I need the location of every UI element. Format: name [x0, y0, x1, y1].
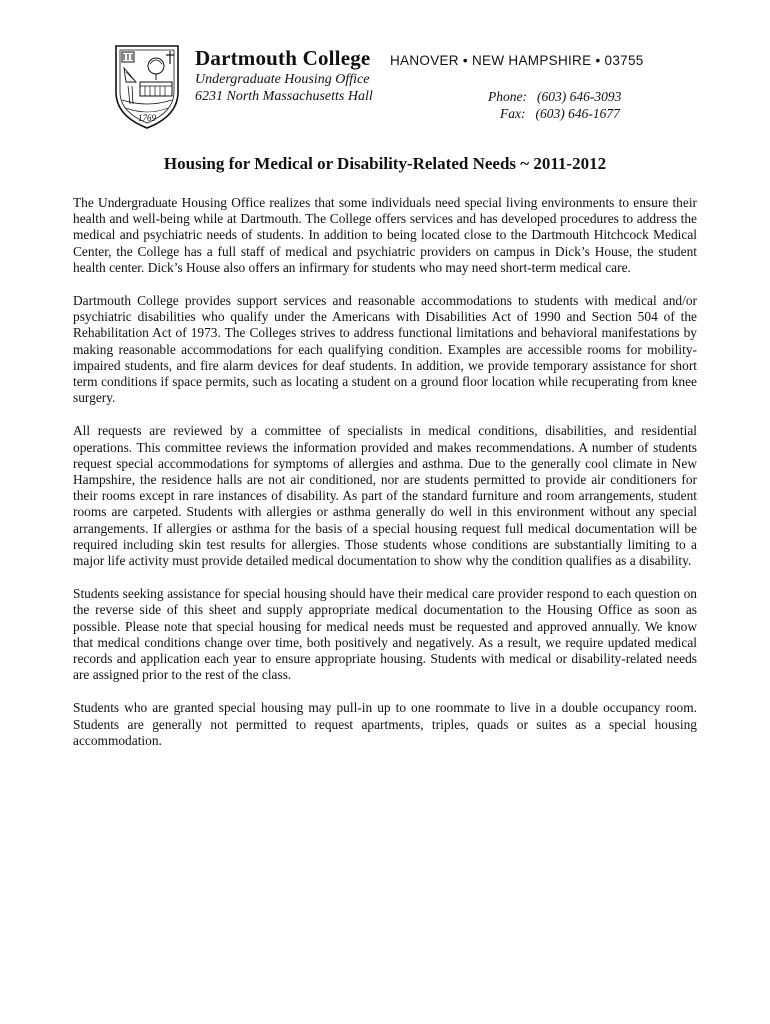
office-name: Undergraduate Housing Office — [195, 72, 370, 87]
fax-line — [500, 106, 620, 122]
paragraph-roommate: Students who are granted special housing may pull-in up to one roommate to live in a double occupancy room. Students are generally not permitted to request apartments, triples, quads or suites as a special housing accommodation. — [73, 700, 697, 748]
paragraph-support-services: Dartmouth College provides support services and reasonable accommodations to students with medical and/or psychiatric disabilities who qualify under the Americans with Disabilities Act of 1990 and Section 504 of the Rehabilitation Act of 1973. The Colleges strives to address functional limitations and behavioral manifestations by making reasonable accommodations for each qualifying condition. Examples are accessible rooms for mobility-impaired students, and fire alarm devices for deaf students. In addition, we provide temporary assistance for short term conditions if space permits, such as locating a student on a ground floor location while recuperating from knee surgery. — [73, 293, 697, 406]
office-address: 6231 North Massachusetts Hall — [195, 89, 373, 104]
dartmouth-seal-icon — [112, 42, 182, 130]
document-title: Housing for Medical or Disability-Related Needs ~ 2011-2012 — [163, 154, 607, 173]
location-line: HANOVER • NEW HAMPSHIRE • 03755 — [390, 53, 644, 68]
fax-number: (603) 646-1677 — [535, 106, 620, 121]
paragraph-application: Students seeking assistance for special housing should have their medical care provider respond to each question on the reverse side of this sheet and supply appropriate medical documentation to the Housing Office as soon as possible. Please note that special housing for medical needs must be requested and approved annually. We know that medical conditions change over time, both positively and negatively. As a result, we require updated medical records and application each year to ensure appropriate housing. Students with medical or disability-related needs are assigned prior to the rest of the class. — [73, 586, 697, 683]
paragraph-intro: The Undergraduate Housing Office realizes that some individuals need special living environments to ensure their health and well-being while at Dartmouth. The College offers services and has developed procedures to address the medical and psychiatric needs of students. In addition to being located close to the Dartmouth Hitchcock Medical Center, the College has a full staff of medical and psychiatric providers on campus in Dick’s House, the student health center. Dick’s House also offers an infirmary for students who may need short-term medical care. — [73, 195, 697, 275]
letterhead — [112, 42, 672, 132]
phone-line — [488, 89, 621, 105]
phone-number: (603) 646-3093 — [536, 89, 622, 104]
paragraph-review-committee: All requests are reviewed by a committee of specialists in medical conditions, disabilities, and residential operations. This committee reviews the information provided and makes recommendations. A number of students request special accommodations for symptoms of allergies and asthma. Due to the generally cool climate in New Hampshire, the residence halls are not air conditioned, nor are students permitted to provide air conditioners for their rooms except in rare instances of disability. As part of the standard furniture and room arrangements, student rooms are carpeted. Students with allergies or asthma generally do well in this environment without any special arrangements. If allergies or asthma for the basis of a special housing request full medical documentation will be required including skin test results for allergies. Those students whose conditions are substantially limiting to a major life activity must provide detailed medical documentation to show why the condition qualifies as a disability. — [73, 423, 697, 569]
fax-label: Fax: — [500, 106, 526, 121]
phone-label: Phone: — [488, 89, 527, 104]
seal-year: 1769 — [138, 113, 156, 123]
document-body — [73, 195, 697, 766]
college-name: Dartmouth College — [195, 46, 371, 70]
